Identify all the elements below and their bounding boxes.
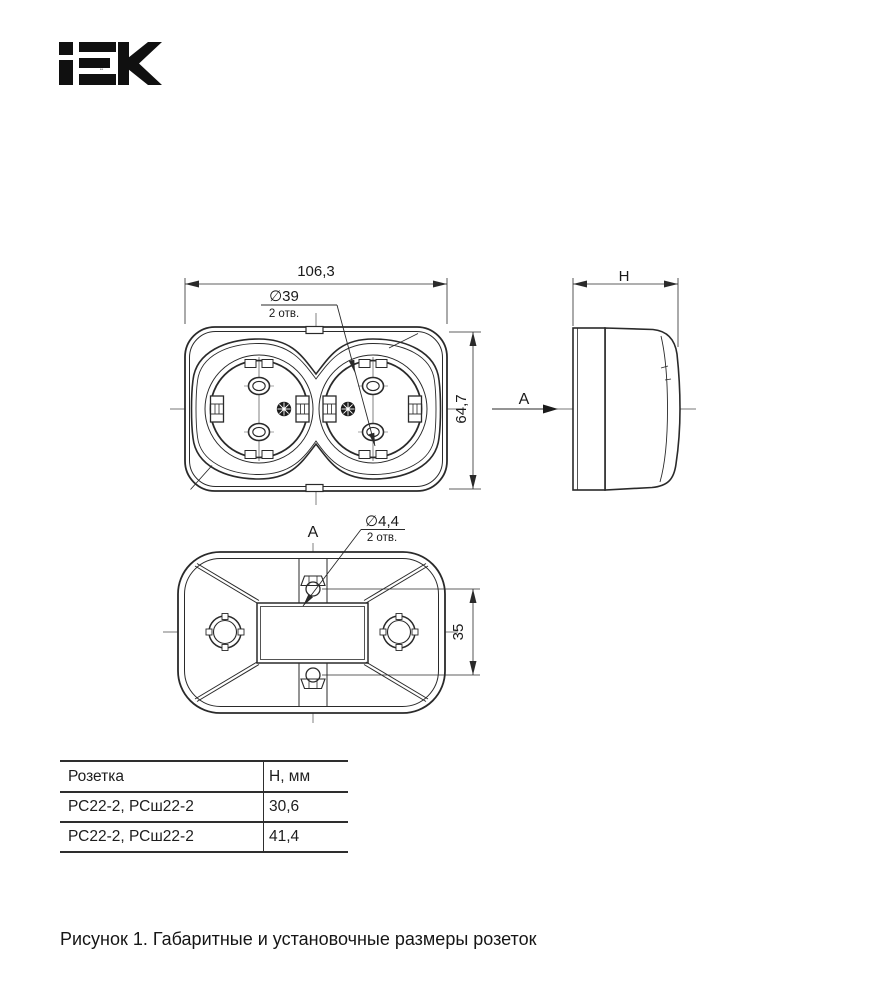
side-view-arrow-label: A xyxy=(518,391,530,408)
table-cell-height: 30,6 xyxy=(269,798,300,815)
logo-k-stem xyxy=(118,42,129,85)
bottom-spacing-label: 35 xyxy=(450,623,467,641)
side-depth-label: H xyxy=(618,268,630,285)
top-edge-tab xyxy=(306,327,323,334)
bottom-view-label: A xyxy=(307,524,319,541)
front-holes-dia-label: ∅39 xyxy=(269,288,299,305)
logo-e-top-bar xyxy=(79,42,116,52)
front-view xyxy=(170,278,481,505)
iek-logo xyxy=(59,42,162,85)
bottom-view xyxy=(163,530,480,724)
table-column-divider xyxy=(263,760,264,853)
dimensions-table xyxy=(60,760,348,855)
table-cell-model: РС22-2, РСш22-2 xyxy=(68,828,194,845)
pin-hole xyxy=(249,424,270,441)
front-width-label: 106,3 xyxy=(297,263,335,280)
bottom-holes-count-label: 2 отв. xyxy=(366,532,398,544)
pin-hole xyxy=(249,378,270,395)
logo-i-stem xyxy=(59,60,73,85)
figure-caption: Рисунок 1. Габаритные и установочные размеры розеток xyxy=(60,929,537,949)
logo-i-dot xyxy=(59,42,73,55)
bottom-edge-tab xyxy=(306,485,323,492)
table-header-model: Розетка xyxy=(68,768,124,785)
table-header-height: Н, мм xyxy=(269,768,311,785)
logo-text: IEK xyxy=(100,69,104,71)
logo-e-bottom-bar xyxy=(79,74,116,85)
table-cell-model: РС22-2, РСш22-2 xyxy=(68,798,194,815)
front-holes-count-label: 2 отв. xyxy=(268,308,300,320)
side-body-outline xyxy=(605,328,680,490)
logo-k-arrow xyxy=(128,42,162,85)
front-body-outline xyxy=(185,327,447,491)
logo-e-mid-bar xyxy=(79,58,110,68)
side-view xyxy=(492,278,696,490)
table-line xyxy=(60,791,348,793)
front-height-label: 64,7 xyxy=(453,394,470,424)
table-line xyxy=(60,821,348,823)
pin-hole xyxy=(363,378,384,395)
table-cell-height: 41,4 xyxy=(269,828,300,845)
bottom-holes-dia-label: ∅4,4 xyxy=(365,513,399,530)
table-line xyxy=(60,851,348,853)
table-line xyxy=(60,760,348,762)
